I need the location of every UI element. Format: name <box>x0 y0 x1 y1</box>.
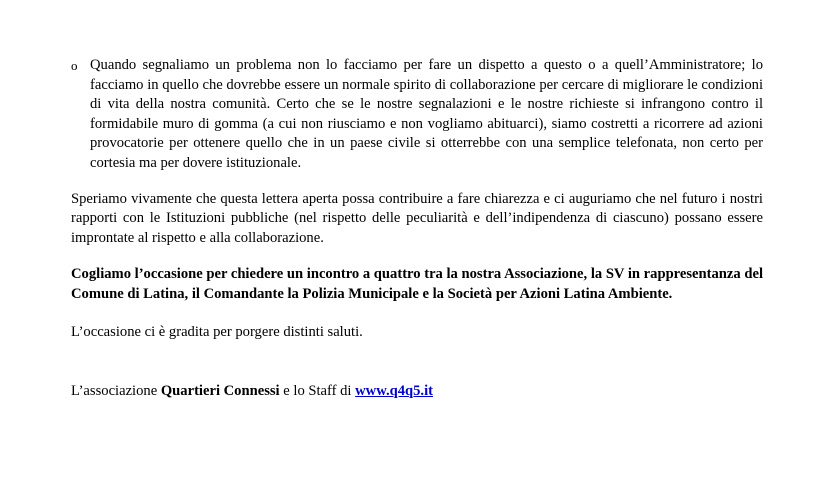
signature-line <box>71 382 763 402</box>
bullet-text: Quando segnaliamo un problema non lo facciamo per fare un dispetto a questo o a quell’Amministratore; lo facciamo in quello che dovrebbe essere un normale spirito di collaborazione per cercare di migliorare le condizioni di vita della nostra comunità. Certo che se le nostre segnalazioni e le nostre richieste si infrangono contro il formidabile muro di gomma (a cui non riusciamo e non vogliamo abituarci), siamo costretti a ricorrere ad azioni provocatorie per ottenere quello che in un paese civile si otterrebbe con una semplice telefonata, non certo per cortesia ma per dovere istituzionale. <box>90 57 763 171</box>
meeting-request-paragraph: Cogliamo l’occasione per chiedere un incontro a quattro tra la nostra Associazione, la SV in rappresentanza del Comune di Latina, il Comandante la Polizia Municipale e la Società per Azioni Latina Ambiente. <box>71 266 763 302</box>
bullet-circle-icon: o <box>71 58 78 73</box>
bullet-paragraph <box>71 56 763 174</box>
signature-middle: e lo Staff di <box>279 383 356 400</box>
letter-body <box>71 56 763 402</box>
website-link[interactable]: www.q4q5.it <box>355 383 433 400</box>
association-name: Quartieri Connessi <box>160 383 280 400</box>
signature-prefix: L’associazione <box>71 383 161 400</box>
hope-paragraph: Speriamo vivamente che questa lettera aperta possa contribuire a fare chiarezza e ci auguriamo che nel futuro i nostri rapporti con le Istituzioni pubbliche (nel rispetto delle peculiarità e dell’indipendenza di ciascuno) possano essere improntate al rispetto e alla collaborazione. <box>71 190 763 246</box>
closing-greeting: L’occasione ci è gradita per porgere distinti saluti. <box>71 323 363 340</box>
